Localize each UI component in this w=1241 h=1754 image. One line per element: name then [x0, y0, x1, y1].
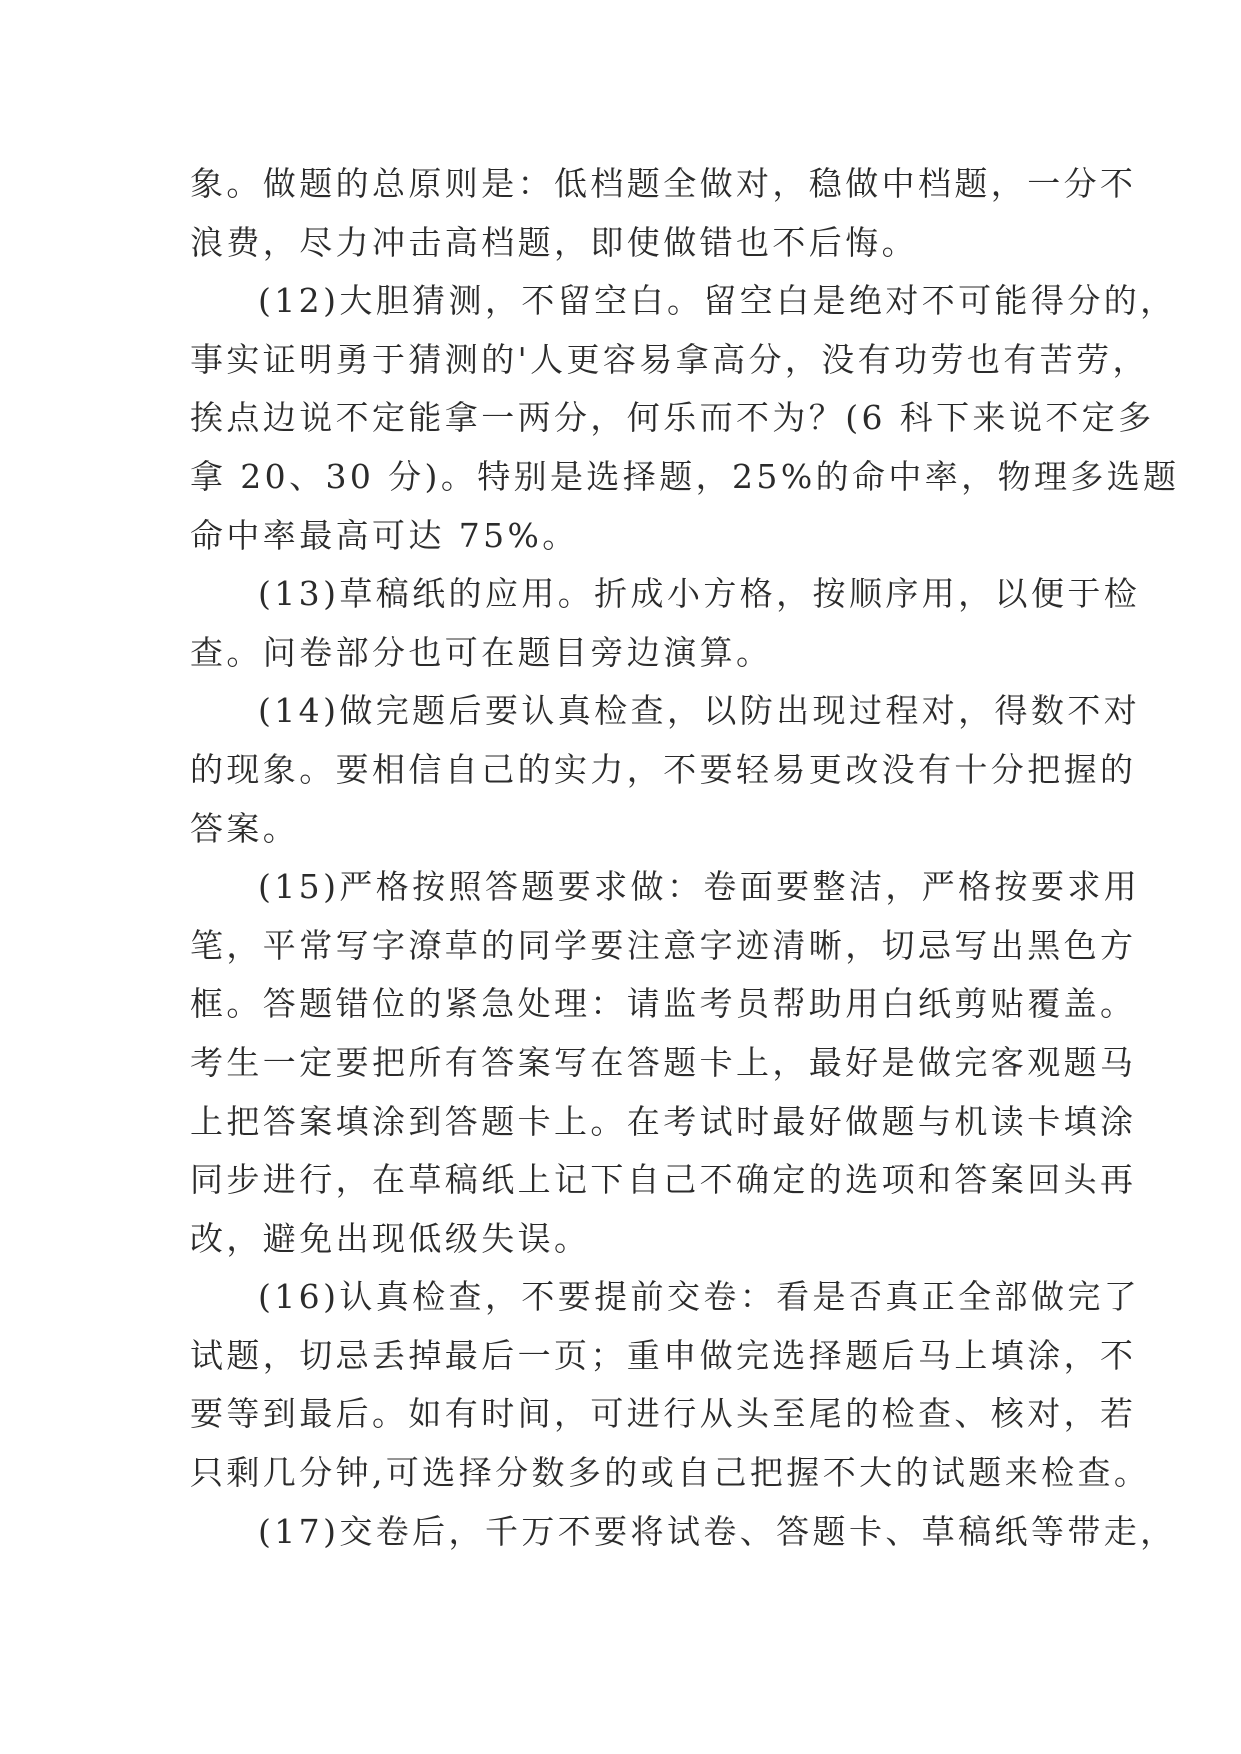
paragraph-line: 的现象。要相信自己的实力，不要轻易更改没有十分把握的 [190, 749, 1137, 789]
paragraph-line: 上把答案填涂到答题卡上。在考试时最好做题与机读卡填涂 [190, 1101, 1137, 1141]
paragraph-line: 笔，平常写字潦草的同学要注意字迹清晰，切忌写出黑色方 [190, 925, 1137, 965]
paragraph-first-line: (15)严格按照答题要求做：卷面要整洁，严格按要求用 [258, 867, 1141, 907]
paragraph-first-line: (14)做完题后要认真检查，以防出现过程对，得数不对 [258, 691, 1141, 731]
paragraph-line: 试题，切忌丢掉最后一页；重申做完选择题后马上填涂，不 [190, 1335, 1137, 1375]
paragraph-first-line: (17)交卷后，千万不要将试卷、答题卡、草稿纸等带走， [258, 1511, 1177, 1551]
paragraph-line: 挨点边说不定能拿一两分，何乐而不为？(6 科下来说不定多 [190, 398, 1155, 438]
paragraph-first-line: (12)大胆猜测，不留空白。留空白是绝对不可能得分的， [258, 281, 1177, 321]
paragraph-line: 浪费，尽力冲击高档题，即使做错也不后悔。 [190, 222, 918, 262]
paragraph-line: 考生一定要把所有答案写在答题卡上，最好是做完客观题马 [190, 1042, 1137, 1082]
paragraph-line: 象。做题的总原则是：低档题全做对，稳做中档题，一分不 [190, 164, 1137, 203]
paragraph-line: 答案。 [190, 808, 300, 848]
paragraph-line: 拿 20、30 分)。特别是选择题，25%的命中率，物理多选题 [190, 456, 1180, 496]
paragraph-line: 要等到最后。如有时间，可进行从头至尾的检查、核对，若 [190, 1394, 1137, 1434]
paragraph-line: 改，避免出现低级失误。 [190, 1218, 591, 1258]
paragraph-line: 查。问卷部分也可在题目旁边演算。 [190, 632, 773, 672]
document-body [190, 155, 1180, 1561]
paragraph-first-line: (16)认真检查，不要提前交卷：看是否真正全部做完了 [258, 1277, 1141, 1317]
paragraph-line: 事实证明勇于猜测的'人更容易拿高分，没有功劳也有苦劳， [190, 339, 1149, 379]
paragraph-line: 只剩几分钟,可选择分数多的或自己把握不大的试题来检查。 [190, 1453, 1151, 1493]
paragraph-first-line: (13)草稿纸的应用。折成小方格，按顺序用，以便于检 [258, 574, 1141, 614]
paragraph-line: 框。答题错位的紧急处理：请监考员帮助用白纸剪贴覆盖。 [190, 984, 1137, 1024]
paragraph-line: 命中率最高可达 75%。 [190, 515, 579, 555]
paragraph-line: 同步进行，在草稿纸上记下自己不确定的选项和答案回头再 [190, 1160, 1137, 1200]
